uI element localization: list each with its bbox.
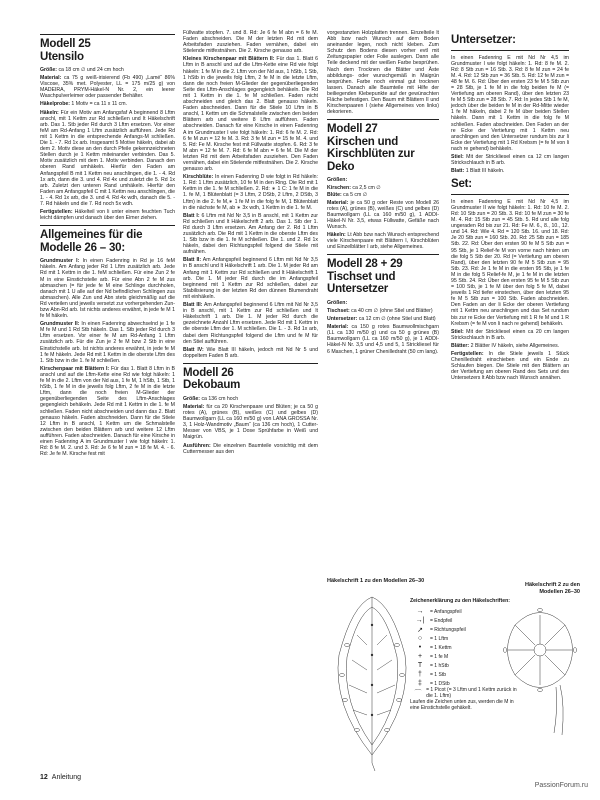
paragraph: Häkelprobe: 1 Motiv = ca 11 x 11 cm. [40,101,128,108]
paragraph: Kirschenpaar mit Blättern I: Für das 1. Blatt 8 Lftm in B anschl und auf die Lftm-Kette eine Rd wie folgt häkeln: 1 fe M in die 2. Lftm von der Nd aus, 1 fe M, 1 hStb, 1 Stb, 1 hStb, 1 fe M in die jeweils folg Lftm, 2 fe M in die letzte Lftm, dann die noch freien M-Glieder der gegenüberliegenden Seite des Lftm-Anschlages gegengleich behäkeln. Jede Rd mit 1 Kettm in die 1. fe M schließen. Faden nicht abschneiden und dann das 2. Blatt genauso häkeln. Faden abschneiden. Dann für die Stiele 12 Lftm in B anschl, 1 Kettm um die Schmalstelle zwischen den beiden Blättern arb und weitere 12 Lftm aufführen. Faden abschneiden. Danach für eine Kirsche in einen Fadenring A im Grundmuster I wie folgt häkeln: 1. Rd: 8 fe M. 2. und 3. Rd: Je 6 fe M zun = 18 fe M. 4. - 6. Rd: Je fe M. Kirsche fest mit [40,365,175,458]
legend-symbol: ⌒ [414,689,422,697]
paragraph: Ausführen: Die einzelnen Baumteile vorsichtig mit dem Cuttermesser aus den [183,442,318,455]
paragraph: Größe: ca 136 cm hoch [183,395,239,402]
heading-modell-28-29: Modell 28 + 29 Tischset und Untersetzer [327,254,439,296]
legend-note: Laufen die Zeichen unten zus, werden die M in eine Einstichstelle gehäkelt. [410,699,514,711]
paragraph: Größen: [327,299,348,306]
paragraph: vorgestanzten Holzplatten trennen. Einzelteile lt Abb bzw nach Wunsch auf dem Boden aneinander legen, noch nicht kleben. Zum Schutz den Bodens diesen vorher evtl mit Zeitungspapier oder Folie auslegen. Dann alle Teile deckend mit der weißen Farbe besprühen. Nach dem Trocknen die Blätter und Äste abbildungs- oder wunschgemäß in Maigrün besprühen. Farbe noch einmal gut trocknen lassen. Danach alle Baumteile mit Hilfe der beiliegenden Klebepunkte auf der gewünschten Fläche befestigen. Den Baum mit Blättern II und Kirschenpaaren I (siehe Allgemeines von links) dekorieren. [327,30,439,116]
paragraph: Blatt I: 6 Lftm mit Nd Nr 3,5 in B anschl, mit 1 Kettm zur Rd schließen und lt Häkelschrift 2 arb. Das 1. Stb der 1. Rd durch 3 Lftm ersetzen. Am Anfang der 2. Rd 1 Lftm zusätzlich arb. Die Rd mit 1 Kettm in die oberste Lftm des 1. Stb bzw in die 1. fe M schließen. Die 1. und 2. Rd 1x häkeln, dabei den Richtungspfeil folgend die Stiele mit aufnähen. [183,212,319,256]
legend-symbol: ○ [417,635,423,642]
paragraph: Stiel: Mit der Strickliesel einen ca 12 cm langen Strickschlauch in B arb. [451,154,569,167]
legend-label: = Richtungspfeil [430,626,466,633]
paragraph: Blatt: 1 Blatt III häkeln. [451,168,505,175]
heading-allgemeines: Allgemeines für die Modelle 26 – 30: [40,225,175,254]
column-1 [40,30,175,459]
crochet-chart-2-title: Häkelschrift 2 zu den Modellen 26–30 [524,582,580,595]
legend-label: = 1 DStb [430,680,450,687]
paragraph: Größe: ca 18 cm ∅ und 24 cm hoch [40,67,124,73]
paragraph: Material: für ca 20 Kirschenpaare und Blüten; je ca 50 g rotes (A), grünes (B), weißes (C) und gelbes (D) Baumwollgarn (LL ca 160 m/50 g) von LANA GROSSA Nr. 3, 1 Holz-Wandmotiv „Baum“ (ca 136 cm hoch), 1 Cutter-Messer von VBS, je 1 Dose Sprühfarbe in Weiß und Maigrün. [183,403,318,441]
paragraph: Tischset: ca 40 cm ∅ (ohne Stiel und Blätter) [327,307,433,314]
legend-symbol: • [418,644,422,651]
paragraph: Material: ca 150 g rotes Baumwollmischgarn (LL ca 130 m/50 g) und ca 50 g grünes (B) Baumwollgarn (LL ca 160 m/50 g), je 1 ADDI-Häkel-N Nr. 3,5 und 4,5 und 5, 1 Strickliesel für 6 Maschen, 1 grüner Chenilledraht (50 cm lang). [327,324,439,355]
paragraph: In einen Fadenring E mit Nd Nr 4,5 im Grundmuster I wie folgt häkeln: 1. Rd: 8 fe M. 2. Rd: 8 Stb zun = 16 Stb. 3. Rd: 8 fe M zun = 24 fe M. 4. Rd: 12 Stb zun = 36 Stb. 5. Rd: 12 fe M zun = 48 fe M. 6. Rd: Über den ersten 23 fe M 5 Stb zun = 28 Stb, je 1 fe M in die folg beiden fe M (= Vertiefung am oberen Rand), über den letzten 23 fe M 5 Stb zun = 28 Stb. 7. Rd: In jedes Stb 1 fe M, jedoch über die beiden fe M in der Rd-Mitte wieder 1 fe M häkeln, dabei 2 fe M über beiden Stellen häkeln. Dann mit 1 Kettm in die folg fe M schließen. Faden abschneiden. Den Faden an der re Ecke der Vertiefung mit 1 Kettm neu anschlingen und den Untersetzer rundum bis zur li Ecke der Vertiefung mit 1 Rd Krebsm (= fe M von li nach re gehend) behäkeln. [451,54,569,152]
watermark: PassionForum.ru [534,782,588,789]
paragraph: Blatt IV: Wie Blatt III häkeln, jedoch mit Nd Nr 5 und doppeltem Faden B arb. [183,346,319,359]
paragraph: Material: ca 75 g weiß-irisierend (Fb 490) „Lamé“ 86% Viscose, 35% met. Polyester, LL = 175 m/25 g) von MADEIRA, PRYM-Häkel-N Nr. 2, ein leerer Waschpulverleimer oder passender Behälter. [40,75,175,100]
crochet-chart-2-drawing [500,595,580,745]
paragraph: Kleines Kirschenpaar mit Blättern II: Für das 1. Blatt 6 Lftm in B anschl und auf die Lftm-Kette eine Rd wie folgt häkeln: 1 fe M in die 2. Lftm von der Nd aus, 1 hStb, 1 Stb, 1 hStb in die jeweils folg Lftm, 2 fe M in die letzte Lftm, dann die noch freien M-Glieder der gegenüberliegenden Seite des Lftm-Anschlages gegengleich behäkeln. Die Rd mit 1 Kettm in die 1. fe M schließen. Faden nicht abschneiden und gleich das 2. Blatt genauso häkeln. Faden abschneiden. Dann für die Stiele 10 Lftm in B anschl, 1 Kettm um die Schmalstelle zwischen den beiden Blättern arb und weitere 8 Lftm aufführen. Faden abschneiden. Danach für eine Kirsche in einen Fadenring A im Grundmuster I wie folgt häkeln: 1. Rd: 6 fe M. 2. Rd: 6 fe M zun = 12 fe M. 3. Rd: 3 fe M zun = 15 fe M. 4. und 5. Rd: Fe M. Kirsche fest mit Füllwatte stopfen. 6. Rd: 3 fe M abn = 12 fe M. 7. Rd: 6 fe M abn = 6 fe M. Die M der letzten Rd mit dem Arbeitsfaden zusziehen. Den Faden vernähen, dabei ein Stielende mitfestnähen. Die 2. Kirsche genauso arb. [183,56,318,173]
legend-label: = 1 Lftm [430,635,449,642]
paragraph: Material: je ca 50 g oder Reste von Modell 26 rotes (A), grünes (B), weißes (C) und gelbes (D) Baumwollgarn (LL ca 160 m/50 g), 1 ADDI-Häkel-N Nr. 3,5, etwas Füllwatte, Gefäße nach Wunsch. [327,199,439,230]
crochet-chart-1-title: Häkelschrift 1 zu den Modellen 26–30 [327,578,425,584]
paragraph: Stiel: Mit der Strickliesel einen ca 20 cm langen Strickschlauch in B arb. [451,328,569,341]
legend-label: = 1 fe M [430,653,449,660]
heading-untersetzer: Untersetzer: [451,34,569,51]
column-2 [183,30,318,457]
paragraph: Blatt III: Am Anfangspfeil beginnend 6 Lftm mit Nd Nr 3,5 in B anschl, mit 1 Kettm zur Rd schließen und lt Häkelschrift 1 arb. Die 1. M jeder Rd durch die gezeichnete Anzahl Lftm ersetzen. Jede Rd mit 1 Kettm in die oberste Lftm der 1. M schließen. Die 1. - 3. Rd 1x arb, dabei dem Richtungspfeil folgend die Lftm und fe M für den Stiel aufführen. [183,302,318,345]
legend-label: = 1 hStb [430,662,449,669]
crochet-chart-2 [500,582,580,752]
section-label: Anleitung [51,774,81,781]
paragraph: Untersetzer: ca 12 cm ∅ (ohne Stiel und Blatt) [327,316,436,323]
paragraph: Häkeln: Für ein Motiv am Anfangsfaf A beginnend 8 Lftm anschl, mit 1 Kettm zur Rd schließen und lt Häkelschrift arb. Das 1. Stb jeder Rd durch 3 Lftm ersetzen. Vor einer feM am Rd-Anfang 1 Lftm zusätzlich aufführen. Jede Rd mit 1 Kettm in die entsprechende Anfangs-M schließen. Die 1. - 7. Rd 1x arb. Insgesamt 5 Motive häkeln, dabei ab dem 2. Motiv diese an den durch Pfeile gekennzeichneten Stellen durch je 1 Kettm miteinander verbinden. Das 5. Motiv zusätzlich mit dem 1. Motiv verbinden. Danach den oberen Rand umhäkeln. Hierfür den Faden am Anfangspfeil B mit 1 Kettm neu anschlingen, die 1. - 4. Rd 1x arb, dann die 3. und 4. Rd 4x und zuletzt die 5. Rd 1x arb. Zuletzt den unteren Rand umhäkeln. Hierfür den Faden am Anfangspfeil C mit 1 Kettm neu anschlingen, die 1. - 4. Rd 1x arb, die 3. und 4. Rd 4x wdh, danach die 5. - 7. Rd häkeln und die 7. Rd noch 5x wdh. [40,109,175,207]
paragraph: Füllwatte stopfen. 7. und 8. Rd: Je 6 fe M abn = 6 fe M. Faden abschneiden. Die M der letzten Rd mit dem Arbeitsfaden zusziehen. Faden vernähen, dabei ein Stielende mitfestnähen. Die 2. Kirsche genauso arb. [183,30,318,55]
paragraph: Grundmuster II: In einen Fadenring abwechselnd je 1 fe M fe M und 1 Rd Stb häkeln. Das 1. Stb jeder Rd durch 3 Lftm ersetzen. Vor einer fe M am Rd-Anfang 1 Lftm zusätzlich arb. Für die Zun je 2 fe M bzw 2 Stb in eine Einstichstelle arb. Ist nichts anderes erwähnt, in jede fe M 1 fe M häkeln. Jede Rd mit 1 Kettm in die oberste Lftm des 1. Stb bzw in die 1. fe M schließen. [40,321,175,364]
legend-label: = Endpfeil [430,617,453,624]
page-number: 12 [40,774,48,781]
heading-modell-25: Modell 25 Utensilo [40,34,175,63]
paragraph: In einen Fadenring E mit Nd Nr 4,5 im Grundmuster II wie folgt häkeln: 1. Rd: 10 fe M. 2. Rd: 10 Stb zun = 20 Stb. 3. Rd: 10 fe M zun = 30 fe M. 4. Rd: 15 Stb zun = 45 Stb. 5. Rd und alle folg ungeraden Rd bis zur 21. Rd: Fe M. 6., 8., 10., 12. und 14. Rd: Wie 4. Rd = 120 Stb. 16. und 18. Rd: Je 20 Stb zun = 160 Stb. 20. Rd: 25 Stb zun = 185 Stb. 22. Rd: Über den ersten 90 fe M 5 Stb zun = 95 Stb, je 1 Relief-fe M von vorne nach hinten um die folg 5 Stb der 20. Rd (= Vertiefung am oberen Rand), über den letzten 90 fe M 5 Stb zun = 95 Stb. 23. Rd: Je 1 fe M in die ersten 95 Stb, je 1 fe M in die folg 5 Relief-fe M, je 1 fe M in die letzten 95 Stb. 24. Rd: Über den ersten 95 fe M 5 Stb zun = 100 Stb, je 1 fe M über den folg 5 fe M, dabei jeweils 1 Rd tiefer einstechen, über den letzten 95 fe M 5 Stb zun = 100 Stb. Faden abschneiden. Den Faden an der li Ecke der oberen Vertiefung mit 1 Kettm neu anschlingen und das Set rundum bis zur re Ecke der Vertiefung mit 1 R fe M und 1 R Krebsm (= fe M von li nach re gehend) behäkeln. [451,198,569,327]
legend-symbol: →| [415,617,425,624]
heading-set: Set: [451,178,569,195]
legend-label: = 1 Stb [430,671,446,678]
legend-symbol: + [417,653,423,660]
paragraph: Blüte: ca 5 cm ∅ [327,191,368,198]
paragraph: Kirschblüte: In einen Fadenring D wie folgt in Rd häkeln: 1. Rd: 1 Lftm zusätzlich, 10 fe M in den Ring. Die Rd mit 1 Kettm in die 1. fe M schließen. 2. Rd: ∗ 1 C: 1 fe M in die 1. fe M, 1 Blütenblatt (= 3 Lftm, 2 DStb, 2 Lftm, 2 DStb, 3 Lftm) in die 2. fe M,∗ 1 fe M in die folg fe M, 1 Blütenblatt in die nächste fe M, ab ∗ 3x wdh, 1 Kettm in die 1. fe M. [183,174,318,211]
paragraph: Fertigstellen: In die Stiele jeweils 1 Stück Chenilledraht einschieben und ein Ende zu Schlaufen biegen. Die Stiele mit den Blättern an der Vertiefung am oberen Rand des Sets und des Untersetzers lt Abb bzw nach Wunsch annähen. [451,351,569,382]
legend-symbol: ‡ [418,680,422,687]
paragraph: Häkeln: Lt Abb bzw nach Wunsch entsprechend viele Kirschenpaare mit Blättern I, Kirschblüten und Einzelblätter I arb, siehe Allgemeines. [327,232,439,251]
paragraph: Kirschen: ca 2,5 cm ∅ [327,185,381,192]
legend-title: Zeichenerklärung zu den Häkelschriften: [410,598,511,604]
paragraph: Grundmuster I: In einen Fadenring in Rd je 16 feM häkeln. Am Anfang jeder Rd 1 Lftm zusätzlich arb. Jede Rd mit 1 Kettm in die 1. feM schließen. Für eine Zun 2 fe M in eine Einstichstelle arb. Für eine Abn 2 fe M zus abmaschen (= für jede fe M eine Schlinge durchholen, danach mit 1 U alle auf der Nd befindlichen Schlingen zus abmaschen). Alle Zun und Abn stets gleichmäßig auf die Rd verteilen und jeweils versetzt zur vorhergehenden Zun- bzw Abn-Rd arb. Ist nichts anderes erwähnt, in jede fe M 1 fe M häkeln. [40,258,175,320]
paragraph: Blätter: 2 Blätter IV häkeln, siehe Allgemeines. [451,342,560,349]
page-footer [40,774,81,781]
paragraph: Größen: [327,177,348,184]
legend-symbol: → [416,608,424,615]
column-4 [451,30,569,384]
column-3 [327,30,439,357]
paragraph: Fertigstellen: Häkelteil von li unter einem feuchten Tuch leicht dämpfen und danach über den Eimer ziehen. [40,209,175,222]
legend-label: = 1 Picot (= 3 Lftm und 1 Kettm zurück in die 1. Lftm) [426,686,517,699]
legend-label: = Anfangspfeil [430,608,462,615]
legend-symbol: † [418,671,422,678]
heading-modell-27: Modell 27 Kirschen und Kirschblüten zur Deko [327,119,439,173]
legend-symbol: T [417,662,423,669]
paragraph: Blatt II: Am Anfangspfeil beginnend 6 Lftm mit Nd Nr 3,5 in B anschl und lt Häkelschrift 1 arb. Die 1. M jeder Rd am Anfang mit 1 Kettm zur Rd schließen und lt Häkelschrift 1 arb. Die 1. M jeder Rd durch die im Anfangspfeil beginnend mit 1 Kettm zur Rd schließen, dabei zur Stabilisierung in der letzten Rd den dünnen Blumendraht mit einhäkeln. [183,257,318,300]
legend-symbol: ↗ [417,626,423,634]
heading-modell-26: Modell 26 Dekobaum [183,363,318,392]
legend-label: = 1 Kettm [430,644,452,651]
